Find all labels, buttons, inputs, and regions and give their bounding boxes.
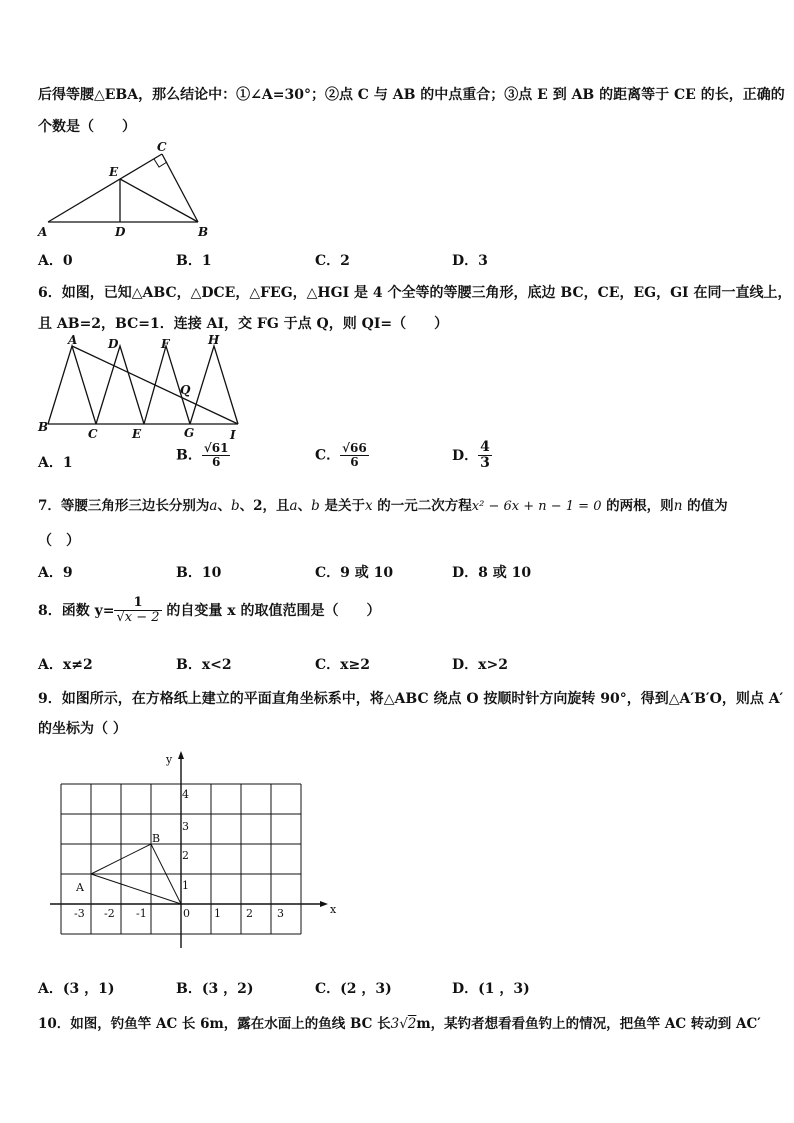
q8-fraction <box>114 596 161 626</box>
q5-label-e: E <box>109 165 119 179</box>
q6-option-b-denominator: 6 <box>211 455 221 470</box>
q6-option-d <box>452 440 492 472</box>
q10-line1 <box>38 1012 761 1032</box>
q7-text-c: 是关于 <box>319 498 365 514</box>
q6-option-b <box>176 442 230 469</box>
q9-xtick-neg2: -2 <box>104 907 115 920</box>
q7-text-d: 的一元二次方程 <box>372 498 472 514</box>
q9-option-b: B．(3 ，2) <box>176 981 254 997</box>
q9-x-arrow <box>320 901 328 907</box>
q7-var-a2: a <box>289 498 298 514</box>
q5-figure <box>36 140 216 244</box>
q9-ytick-3: 3 <box>182 820 189 833</box>
q7-line2: （ ） <box>38 533 80 549</box>
q7-sep2: 、 <box>297 498 312 514</box>
q5-label-a: A <box>38 225 48 239</box>
q9-grid-figure <box>40 745 340 955</box>
q5-line2: 个数是（ ） <box>38 119 136 135</box>
q9-option-a: A．(3 ，1) <box>38 981 115 997</box>
q7-text-f: 的值为 <box>682 498 728 514</box>
q9-xtick-neg1: -1 <box>136 907 147 920</box>
q7-text-a: 7．等腰三角形三边长分别为 <box>38 498 210 514</box>
q8-option-a: A．x≠2 <box>38 657 93 673</box>
q6-label-g: G <box>184 426 195 440</box>
q6-line2: 且 AB=2，BC=1．连接 AI，交 FG 于点 Q，则 QI=（ ） <box>38 316 449 332</box>
q9-ytick-4: 4 <box>182 788 189 801</box>
q6-option-b-prefix: B． <box>176 447 202 464</box>
q6-label-f: F <box>161 337 170 351</box>
q5-line1: 后得等腰△EBA，那么结论中：①∠A=30°；②点 C 与 AB 的中点重合；③点 E 到 AB 的距离等于 CE 的长，正确的 <box>38 87 785 103</box>
q9-xtick-1: 1 <box>214 907 221 920</box>
q6-label-d: D <box>108 337 119 351</box>
q10-radical: √2 <box>399 1016 417 1032</box>
q7-sep1: 、 <box>217 498 231 514</box>
q6-option-d-numerator: 4 <box>480 439 490 455</box>
q10-text-a: 10．如图，钓鱼竿 AC 长 6m，露在水面上的鱼线 BC 长 <box>38 1016 391 1032</box>
q5-option-d: D．3 <box>452 253 488 269</box>
q6-option-b-fraction <box>202 442 231 469</box>
q10-text-b: m，某钓者想看看鱼钓上的情况，把鱼竿 AC 转动到 AC′ <box>416 1016 761 1032</box>
q6-option-d-fraction <box>478 440 492 472</box>
q7-var-b2: b <box>311 498 320 514</box>
q9-xtick-neg3: -3 <box>74 907 85 920</box>
q8-option-b: B．x<2 <box>176 657 232 673</box>
q7-option-a: A．9 <box>38 565 73 581</box>
q9-line2: 的坐标为（ ） <box>38 721 127 737</box>
q7-var-b: b <box>230 498 240 514</box>
q6-line1: 6．如图，已知△ABC，△DCE，△FEG，△HGI 是 4 个全等的等腰三角形，底边 BC，CE，EG，GI 在同一直线上， <box>38 285 792 301</box>
q6-label-a: A <box>68 334 78 347</box>
q7-option-d: D．8 或 10 <box>452 565 532 581</box>
q7-option-b: B．10 <box>176 565 222 581</box>
q7-line1 <box>38 494 728 514</box>
q9-ytick-1: 1 <box>182 879 189 892</box>
q9-axis-x-label: x <box>330 903 337 916</box>
q9-point-a-label: A <box>76 881 84 894</box>
q8-prefix: 8．函数 y= <box>38 602 115 619</box>
q6-label-h: H <box>208 334 220 347</box>
q7-equation: x² − 6x + n − 1 = 0 <box>471 499 602 514</box>
q6-label-q: Q <box>180 383 191 397</box>
q9-axis-y-label: y <box>166 753 173 766</box>
q9-xtick-2: 2 <box>246 907 253 920</box>
q9-xtick-0: 0 <box>183 907 190 920</box>
q8-option-d: D．x>2 <box>452 657 508 673</box>
q7-text-b: 、2，且 <box>239 498 290 514</box>
q8-option-c: C．x≥2 <box>315 657 370 673</box>
q7-var-x: x <box>364 498 373 514</box>
q6-label-b: B <box>38 420 49 434</box>
q9-xtick-3: 3 <box>277 907 284 920</box>
q7-var-n: n <box>673 498 683 514</box>
q10-coef: 3 <box>390 1016 400 1032</box>
q6-figure <box>36 334 246 442</box>
q5-option-b: B．1 <box>176 253 212 269</box>
q8-denominator: √x − 2 <box>116 610 160 626</box>
q8-suffix: 的自变量 x 的取值范围是（ ） <box>161 602 381 619</box>
q8-line <box>38 596 381 626</box>
q7-option-c: C．9 或 10 <box>315 565 394 581</box>
q6-option-a: A．1 <box>38 455 73 471</box>
q9-point-b-label: B <box>152 832 161 845</box>
q5-label-b: B <box>198 225 209 239</box>
q5-option-c: C．2 <box>315 253 350 269</box>
q7-var-a: a <box>209 498 218 514</box>
q6-option-c-prefix: C． <box>315 447 341 464</box>
q9-ytick-2: 2 <box>182 849 189 862</box>
q9-line1: 9．如图所示，在方格纸上建立的平面直角坐标系中，将△ABC 绕点 O 按顺时针方向旋转 90°，得到△A′B′O，则点 A′ <box>38 691 784 707</box>
q5-option-a: A．0 <box>38 253 73 269</box>
q5-label-d: D <box>115 225 126 239</box>
q6-label-i: I <box>230 428 236 442</box>
q6-option-c-denominator: 6 <box>350 455 359 470</box>
q6-option-d-denominator: 3 <box>480 455 490 472</box>
q6-option-c <box>315 442 369 469</box>
q8-numerator: 1 <box>114 596 161 611</box>
q7-text-e: 的两根，则 <box>601 498 674 514</box>
q6-label-e: E <box>132 427 142 441</box>
q9-y-arrow <box>178 751 184 759</box>
q6-option-b-numerator: √61 <box>203 441 229 455</box>
q6-option-c-numerator: √66 <box>342 441 367 455</box>
q5-label-c: C <box>157 140 167 154</box>
q10-radicand: 2 <box>407 1016 417 1032</box>
q6-option-c-fraction <box>340 442 369 469</box>
q6-label-c: C <box>88 427 98 441</box>
q9-option-d: D．(1 ，3) <box>452 981 530 997</box>
q9-option-c: C．(2 ，3) <box>315 981 392 997</box>
q6-option-d-prefix: D． <box>452 447 479 464</box>
